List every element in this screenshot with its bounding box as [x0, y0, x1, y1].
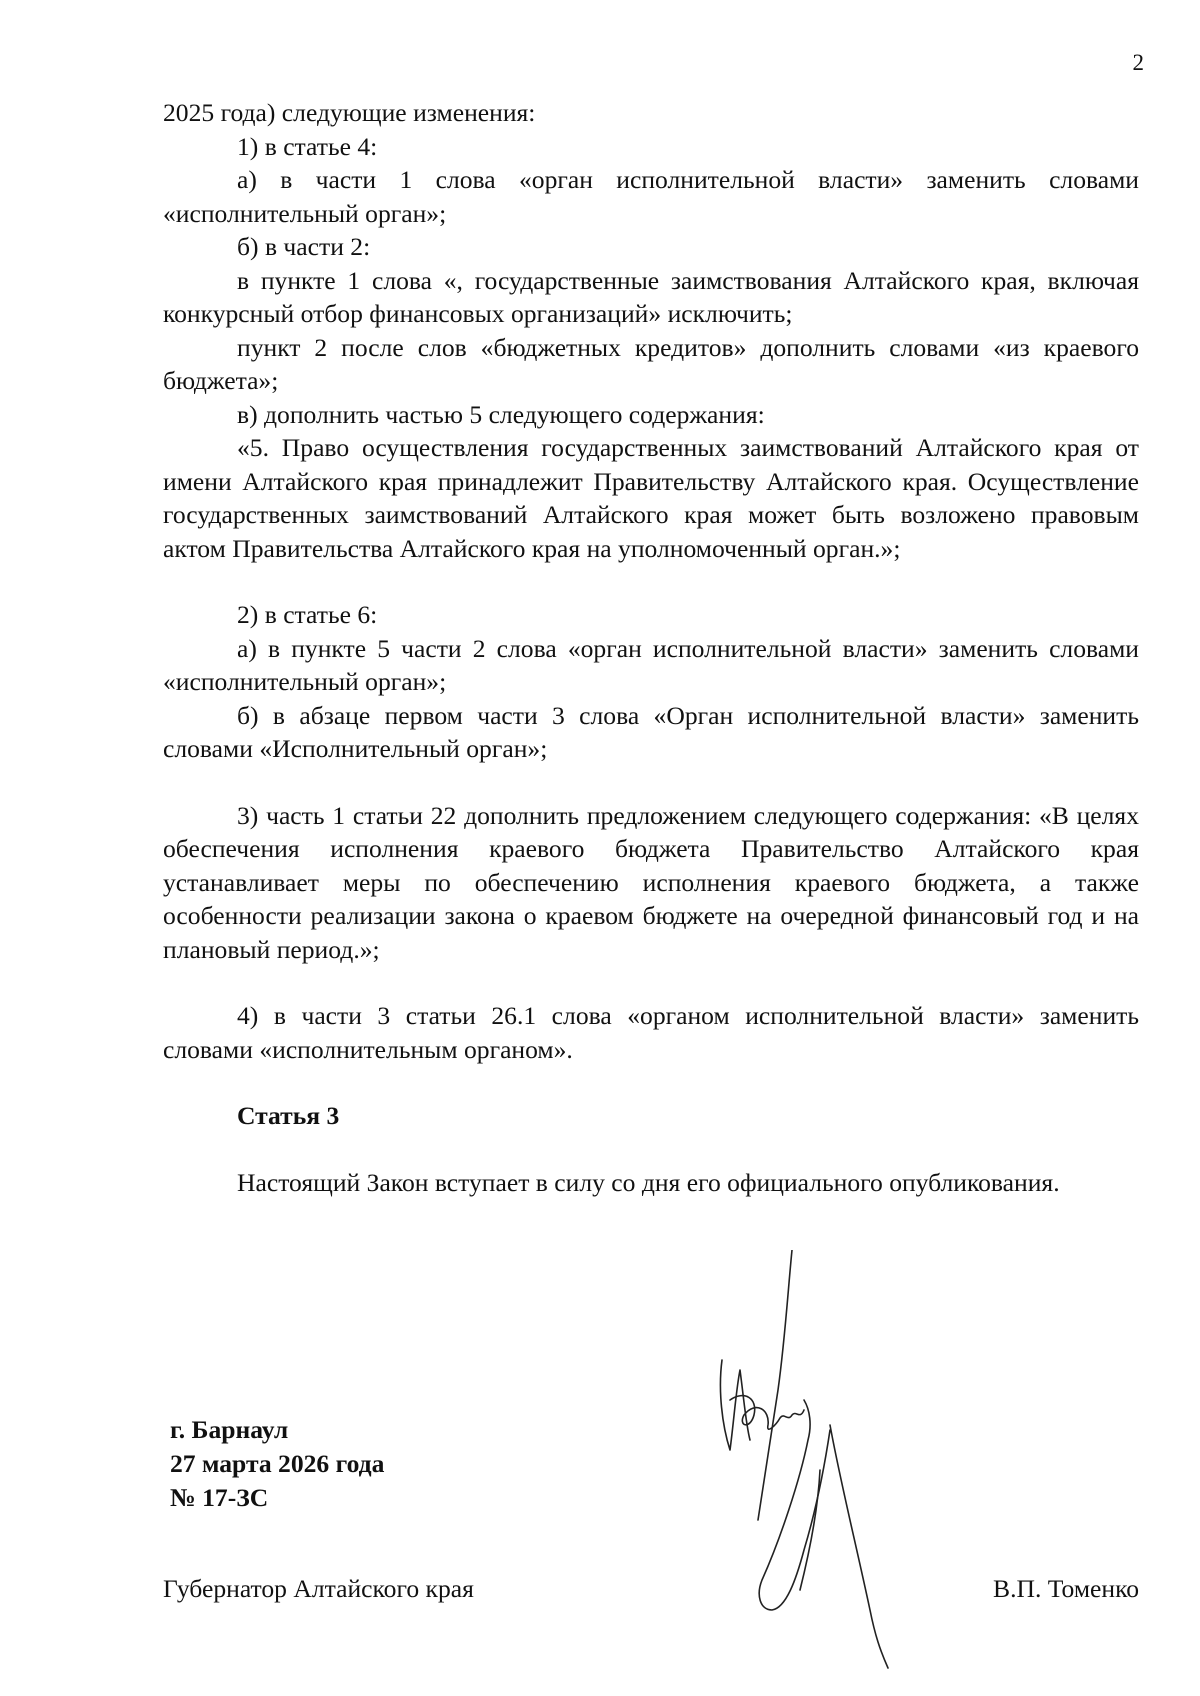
paragraph: 2025 года) следующие изменения:	[163, 98, 536, 127]
spacer	[163, 766, 1139, 799]
paragraph: а) в пункте 5 части 2 слова «орган исполнительной власти» заменить словами «исполнительный орган»;	[163, 633, 1139, 696]
paragraph: 1) в статье 4:	[237, 131, 378, 161]
page-number: 2	[1132, 50, 1144, 75]
paragraph: пункт 2 после слов «бюджетных кредитов» дополнить словами «из краевого бюджета»;	[163, 332, 1139, 395]
signature-row	[163, 1574, 1139, 1614]
paragraph: 2) в статье 6:	[237, 600, 378, 629]
spacer	[163, 1066, 1139, 1099]
handwritten-signature	[700, 1250, 930, 1670]
paragraph: «5. Право осуществления государственных заимствований Алтайского края от имени Алтайского края принадлежит Правительству Алтайского края. Осуществление государственных заимствований Алтайского края может быть возложено правовым актом Правительства Алтайского края на уполномоченный орган.»;	[163, 433, 1139, 563]
paragraph: в пункте 1 слова «, государственные заимствования Алтайского края, включая конкурсный отбор финансовых организаций» исключить;	[163, 265, 1139, 328]
spacer	[163, 1133, 1139, 1166]
signatory-name: В.П. Томенко	[993, 1574, 1139, 1603]
signatory-title: Губернатор Алтайского края	[163, 1574, 474, 1603]
paragraph: 4) в части 3 статьи 26.1 слова «органом исполнительной власти» заменить словами «исполнительным органом».	[163, 1001, 1139, 1064]
document-number: № 17-ЗС	[170, 1483, 269, 1512]
article-heading: Статья 3	[237, 1101, 340, 1130]
document-body	[163, 96, 1139, 1199]
paragraph: в) дополнить частью 5 следующего содержания:	[237, 399, 765, 429]
paragraph: а) в части 1 слова «орган исполнительной власти» заменить словами «исполнительный орган»;	[163, 165, 1139, 228]
spacer	[163, 565, 1139, 598]
paragraph: б) в части 2:	[237, 232, 371, 261]
paragraph: Настоящий Закон вступает в силу со дня его официального опубликования.	[237, 1167, 1060, 1197]
city: г. Барнаул	[170, 1415, 289, 1444]
paragraph: б) в абзаце первом части 3 слова «Орган исполнительной власти» заменить словами «Исполнительный орган»;	[163, 700, 1139, 763]
place-date-block	[170, 1413, 384, 1515]
date: 27 марта 2026 года	[170, 1449, 385, 1478]
paragraph: 3) часть 1 статьи 22 дополнить предложением следующего содержания: «В целях обеспечения исполнения краевого бюджета Правительство Алтайского края устанавливает меры по обеспечению исполнения краевого бюджета, а также особенности реализации закона о краевом бюджете на очередной финансовый год и на плановый период.»;	[163, 800, 1139, 964]
spacer	[163, 966, 1139, 999]
